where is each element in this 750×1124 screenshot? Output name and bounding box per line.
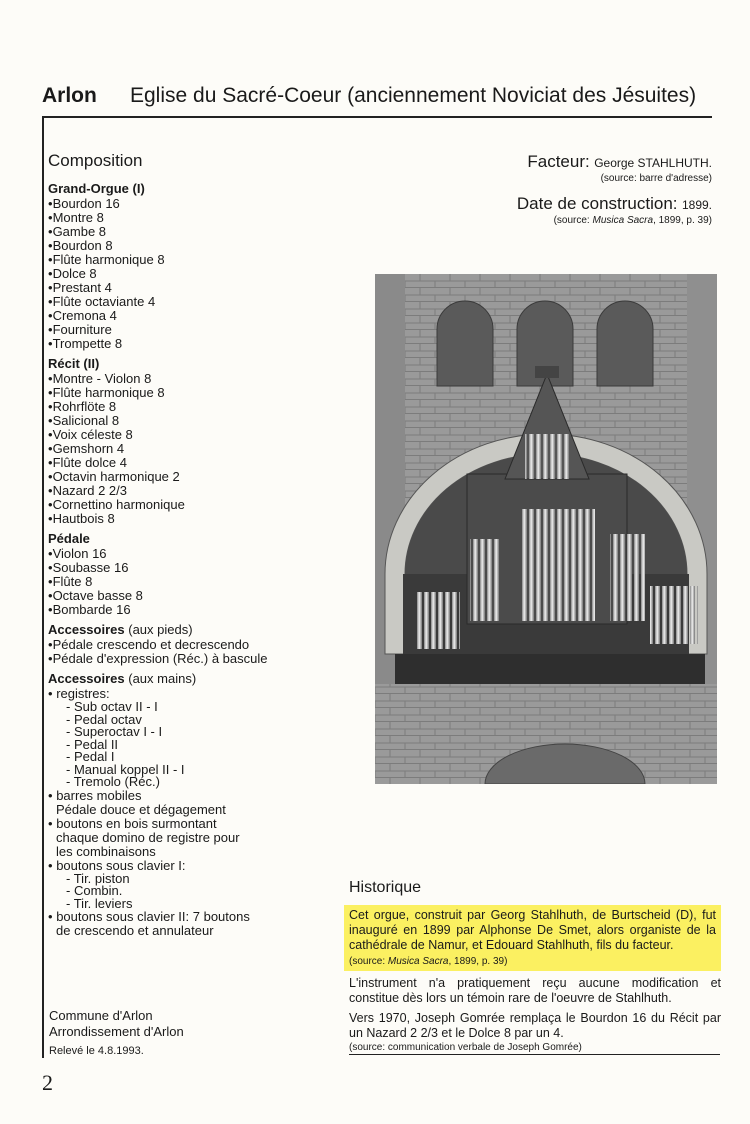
list-item: • Flûte dolce 4 <box>48 456 338 470</box>
list-item: • Voix céleste 8 <box>48 428 338 442</box>
list-item: - Tremolo (Réc.) <box>66 776 338 789</box>
accessoires-pieds-note: (aux pieds) <box>128 622 193 637</box>
left-vertical-rule <box>42 116 44 1058</box>
list-item: • Flûte harmonique 8 <box>48 253 338 267</box>
list-item: • Bombarde 16 <box>48 603 338 617</box>
boutons-bois-line-2: chaque domino de registre pour <box>56 829 240 845</box>
historique-section <box>349 880 721 1054</box>
list-item: • Trompette 8 <box>48 337 338 351</box>
historique-highlighted-paragraph <box>344 905 721 971</box>
construction-label: Date de construction: <box>516 194 678 213</box>
construction-source: (source: Musica Sacra, 1899, p. 39) <box>553 215 712 226</box>
list-item: - Pedal II <box>66 739 338 752</box>
historique-p1: Cet orgue, construit par Georg Stahlhuth, de Burtscheid (D), fut inauguré en 1899 par Alphonse De Smet, alors organiste de la cathédrale de Namur, et Edouard Stahlhuth, fils du facteur. <box>349 908 716 952</box>
list-item: - Pedal I <box>66 751 338 764</box>
list-item: - Combin. <box>66 885 338 898</box>
list-item: • Cornettino harmonique <box>48 498 338 512</box>
sous-clavier-I-item <box>48 859 338 911</box>
list-item: • Octave basse 8 <box>48 589 338 603</box>
list-item: • Pédale crescendo et decrescendo <box>48 638 338 652</box>
commune: Commune d'Arlon <box>49 1008 153 1023</box>
recit-heading: Récit (II) <box>48 356 100 371</box>
historique-p2: L'instrument n'a pratiquement reçu aucune modification et constitue dès lors un témoin rare de l'oeuvre de Stahlhuth. <box>349 976 721 1005</box>
list-item: - Tir. leviers <box>66 898 338 911</box>
accessoires-mains-title: Accessoires <box>48 671 125 686</box>
historique-bottom-rule <box>349 1054 720 1055</box>
list-item: - Manual koppel II - I <box>66 764 338 777</box>
list-item: • Flûte harmonique 8 <box>48 386 338 400</box>
historique-p1-source: (source: Musica Sacra, 1899, p. 39) <box>349 956 508 967</box>
list-item: • Prestant 4 <box>48 281 338 295</box>
facteur-line <box>517 152 712 172</box>
arrondissement: Arrondissement d'Arlon <box>49 1024 184 1039</box>
list-item: • Dolce 8 <box>48 267 338 281</box>
list-item: • Nazard 2 2/3 <box>48 484 338 498</box>
list-item: • Pédale d'expression (Réc.) à bascule <box>48 652 338 666</box>
accessoires-mains-list <box>48 687 338 938</box>
header-rule <box>42 116 712 118</box>
list-item: - Sub octav II - I <box>66 701 338 714</box>
facteur-value: George STAHLHUTH. <box>594 156 712 170</box>
construction-value: 1899. <box>681 198 712 212</box>
list-item: • Gemshorn 4 <box>48 442 338 456</box>
maker-info <box>517 152 712 227</box>
organ-photo <box>375 274 717 784</box>
list-item: • Montre 8 <box>48 211 338 225</box>
list-item: • Hautbois 8 <box>48 512 338 526</box>
boutons-bois-line-3: les combinaisons <box>56 843 156 859</box>
list-item: • Cremona 4 <box>48 309 338 323</box>
list-item: • Flûte octaviante 4 <box>48 295 338 309</box>
accessoires-mains-heading <box>48 672 338 686</box>
accessoires-pieds-list <box>48 638 338 666</box>
sous-clavier-I-label: boutons sous clavier I: <box>56 857 186 873</box>
composition-title: Composition <box>48 151 143 170</box>
pedale-stops <box>48 547 338 617</box>
releve-date: Relevé le 4.8.1993. <box>49 1045 144 1057</box>
barres-line-1: barres mobiles <box>56 787 142 803</box>
accessoires-mains-note: (aux mains) <box>128 671 197 686</box>
list-item: • Flûte 8 <box>48 575 338 589</box>
grand-orgue-heading: Grand-Orgue (I) <box>48 181 145 196</box>
list-item: - Superoctav I - I <box>66 726 338 739</box>
list-item: • Gambe 8 <box>48 225 338 239</box>
page-header <box>42 84 722 116</box>
barres-line-2: Pédale douce et dégagement <box>56 801 226 817</box>
list-item: • Bourdon 8 <box>48 239 338 253</box>
sous-clavier-II-item <box>48 910 338 938</box>
accessoires-pieds-title: Accessoires <box>48 622 125 637</box>
footer-info <box>49 1008 184 1059</box>
town-name: Arlon <box>42 84 97 107</box>
list-item: - Tir. piston <box>66 873 338 886</box>
pedale-heading: Pédale <box>48 531 90 546</box>
registres-sublist <box>56 701 338 789</box>
sous-clavier-II-line-1: boutons sous clavier II: 7 boutons <box>56 909 250 924</box>
list-item: - Pedal octav <box>66 714 338 727</box>
list-item: • Montre - Violon 8 <box>48 372 338 386</box>
list-item: • Soubasse 16 <box>48 561 338 575</box>
list-item: • Fourniture <box>48 323 338 337</box>
grand-orgue-stops <box>48 197 338 351</box>
page-number: 2 <box>42 1070 53 1095</box>
church-name: Eglise du Sacré-Coeur (anciennement Noviciat des Jésuites) <box>130 84 697 107</box>
list-item: • Bourdon 16 <box>48 197 338 211</box>
list-item: • Salicional 8 <box>48 414 338 428</box>
historique-p3: Vers 1970, Joseph Gomrée remplaça le Bourdon 16 du Récit par un Nazard 2 2/3 et le Dolce 8 par un 4. <box>349 1011 721 1040</box>
sous-clavier-I-sublist <box>56 870 338 911</box>
historique-p3-source: (source: communication verbale de Joseph Gomrée) <box>349 1042 582 1053</box>
composition-column <box>48 151 338 938</box>
accessoires-pieds-heading <box>48 623 338 637</box>
construction-line <box>517 194 712 214</box>
facteur-source: (source: barre d'adresse) <box>600 173 712 184</box>
boutons-bois-line-1: boutons en bois surmontant <box>56 815 217 831</box>
barres-item <box>48 789 338 817</box>
registres-item <box>48 687 338 789</box>
list-item: • Octavin harmonique 2 <box>48 470 338 484</box>
facteur-label: Facteur: <box>527 152 590 171</box>
historique-title: Historique <box>349 879 422 896</box>
boutons-bois-item <box>48 817 338 859</box>
list-item: • Rohrflöte 8 <box>48 400 338 414</box>
sous-clavier-II-line-2: de crescendo et annulateur <box>56 923 214 938</box>
registres-label: registres: <box>56 686 110 701</box>
recit-stops <box>48 372 338 526</box>
list-item: • Violon 16 <box>48 547 338 561</box>
